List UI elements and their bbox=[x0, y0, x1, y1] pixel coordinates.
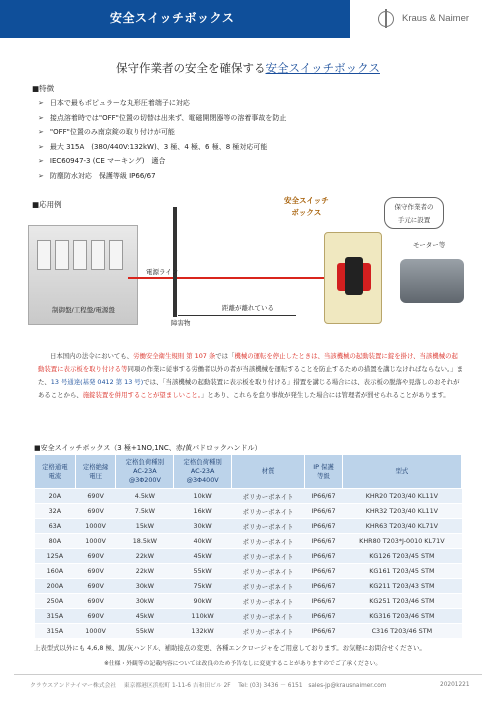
body-text-6: 13 号通達(基発 0412 第 13 号) bbox=[50, 378, 144, 386]
bubble-line1: 保守作業者の bbox=[394, 203, 434, 211]
table-cell: KHR63 T203/40 KL71V bbox=[342, 519, 461, 534]
table-cell: IP66/67 bbox=[305, 624, 343, 639]
body-text-1: 日本国内の法令においても、 bbox=[50, 352, 134, 360]
table-cell: 7.5kW bbox=[116, 504, 174, 519]
table-cell: ポリカーボネイト bbox=[232, 624, 305, 639]
table-header-cell: IP 保護 等級 bbox=[305, 455, 343, 489]
table-cell: 315A bbox=[35, 609, 76, 624]
table-cell: 55kW bbox=[174, 564, 232, 579]
title-highlight: 安全スイッチボックス bbox=[265, 61, 380, 75]
body-text-3: では「 bbox=[215, 352, 235, 360]
feature-item bbox=[38, 169, 286, 184]
obstacle-pole bbox=[173, 207, 177, 317]
table-cell: 125A bbox=[35, 549, 76, 564]
table-cell: KG211 T203/43 STM bbox=[342, 579, 461, 594]
table-row bbox=[35, 564, 462, 579]
table-cell: 16kW bbox=[174, 504, 232, 519]
table-cell: 30kW bbox=[116, 579, 174, 594]
body-text-8: 施錠装置を併用することが望ましいこと。 bbox=[82, 391, 201, 399]
table-cell: IP66/67 bbox=[305, 579, 343, 594]
table-cell: 690V bbox=[75, 549, 116, 564]
table-cell: 200A bbox=[35, 579, 76, 594]
table-cell: ポリカーボネイト bbox=[232, 549, 305, 564]
table-cell: KHR20 T203/40 KL11V bbox=[342, 489, 461, 504]
table-cell: ポリカーボネイト bbox=[232, 504, 305, 519]
table-cell: 18.5kW bbox=[116, 534, 174, 549]
arrow-bullet-icon: ➢ bbox=[38, 113, 44, 122]
table-cell: ポリカーボネイト bbox=[232, 519, 305, 534]
table-cell: ポリカーボネイト bbox=[232, 609, 305, 624]
table-cell: IP66/67 bbox=[305, 594, 343, 609]
motor-label: モーター等 bbox=[413, 241, 446, 249]
obstacle-label: 障害物 bbox=[171, 319, 191, 327]
table-row bbox=[35, 504, 462, 519]
table-cell: 1000V bbox=[75, 624, 116, 639]
table-cell: 1000V bbox=[75, 519, 116, 534]
switch-label-line1: 安全スイッチ bbox=[284, 196, 329, 205]
table-cell: ポリカーボネイト bbox=[232, 579, 305, 594]
footer-divider bbox=[14, 674, 482, 675]
distance-arrow bbox=[178, 315, 296, 316]
body-text-9: 」とあり、これらを怠り事故が発生した場合には管理者が罰せられることがあります。 bbox=[200, 391, 450, 399]
table-row bbox=[35, 624, 462, 639]
table-cell: 10kW bbox=[174, 489, 232, 504]
switch-box-label bbox=[284, 195, 329, 219]
note-disclaimer: ※仕様・外観等の記載内容については改良のため予告なしに変更することがありますのでご了承ください。 bbox=[104, 661, 382, 667]
table-cell: 15kW bbox=[116, 519, 174, 534]
table-cell: 690V bbox=[75, 564, 116, 579]
table-cell: 75kW bbox=[174, 579, 232, 594]
table-cell: 690V bbox=[75, 579, 116, 594]
application-heading: ■応用例 bbox=[32, 200, 62, 209]
table-cell: IP66/67 bbox=[305, 549, 343, 564]
arrow-bullet-icon: ➢ bbox=[38, 142, 44, 151]
feature-item bbox=[38, 154, 286, 169]
switch-label-line2: ボックス bbox=[291, 208, 322, 217]
table-cell: 30kW bbox=[116, 594, 174, 609]
note-options: 上表型式以外にも 4,6,8 極、黒/灰ハンドル、補助接点の変更、各種エンクロージャをご用意しております。お気軽にお問合せください。 bbox=[34, 644, 426, 652]
feature-text: 接点溶着時では"OFF"位置の切替は出来ず、電磁開閉器等の溶着事故を防止 bbox=[49, 113, 287, 122]
table-cell: 20A bbox=[35, 489, 76, 504]
body-text-5: 同項の作業に従事する労働者以外の者が当該機械を運転することを防止するための措置を講じなければならない。」また、 bbox=[38, 365, 463, 386]
table-cell: 30kW bbox=[174, 519, 232, 534]
table-header-row bbox=[35, 455, 462, 489]
table-cell: 32A bbox=[35, 504, 76, 519]
motor-image bbox=[400, 259, 464, 303]
table-cell: 250A bbox=[35, 594, 76, 609]
table-cell: IP66/67 bbox=[305, 534, 343, 549]
table-cell: KG126 T203/45 STM bbox=[342, 549, 461, 564]
table-cell: KG161 T203/45 STM bbox=[342, 564, 461, 579]
table-cell: 110kW bbox=[174, 609, 232, 624]
table-row bbox=[35, 519, 462, 534]
arrow-bullet-icon: ➢ bbox=[38, 157, 44, 165]
header-title: 安全スイッチボックス bbox=[110, 11, 235, 25]
body-paragraph bbox=[38, 350, 464, 402]
body-text-7: では、「当該機械の起動装置に表示板を取り付ける」措置を講じる場合には、表示板の脱落や見落しのおそれがあることから、 bbox=[38, 378, 460, 399]
table-cell: KHR32 T203/40 KL11V bbox=[342, 504, 461, 519]
table-cell: ポリカーボネイト bbox=[232, 489, 305, 504]
table-cell: 690V bbox=[75, 489, 116, 504]
feature-item bbox=[38, 111, 286, 126]
body-text-4: 機械の運転を停止したときは、当該機械の起動装置に錠を掛け、当該機械の起動装置に表示板を取り付ける等 bbox=[38, 352, 458, 373]
page-title bbox=[0, 60, 496, 76]
panel-label: 制御盤/工程盤/電源盤 bbox=[52, 306, 115, 314]
features-heading: ■特徴 bbox=[32, 84, 55, 93]
table-cell: IP66/67 bbox=[305, 564, 343, 579]
footer-date: 20201221 bbox=[440, 682, 470, 688]
table-header-cell: 材質 bbox=[232, 455, 305, 489]
safety-switch-image bbox=[324, 232, 382, 324]
table-cell: 4.5kW bbox=[116, 489, 174, 504]
table-caption: ■安全スイッチボックス（3 極+1NO,1NC、赤/黄パドロックハンドル） bbox=[34, 444, 262, 452]
table-cell: IP66/67 bbox=[305, 489, 343, 504]
brand-logo-icon bbox=[378, 11, 394, 27]
features-list bbox=[38, 96, 286, 183]
feature-text: "OFF"位置のみ南京錠の取り付けが可能 bbox=[49, 128, 175, 136]
table-row bbox=[35, 549, 462, 564]
table-cell: 22kW bbox=[116, 549, 174, 564]
table-cell: IP66/67 bbox=[305, 609, 343, 624]
table-cell: KHR80 T203*J-0010 KL71V bbox=[342, 534, 461, 549]
feature-text: 防塵防水対応 保護等級 IP66/67 bbox=[49, 171, 156, 180]
feature-item bbox=[38, 140, 286, 155]
table-row bbox=[35, 534, 462, 549]
table-row bbox=[35, 489, 462, 504]
feature-item bbox=[38, 96, 286, 111]
distance-label: 距離が離れている bbox=[222, 304, 274, 312]
table-cell: 63A bbox=[35, 519, 76, 534]
table-cell: 80A bbox=[35, 534, 76, 549]
table-cell: 22kW bbox=[116, 564, 174, 579]
table-header-cell: 定格通電 電流 bbox=[35, 455, 76, 489]
table-cell: 90kW bbox=[174, 594, 232, 609]
table-body bbox=[35, 489, 462, 639]
table-cell: IP66/67 bbox=[305, 519, 343, 534]
power-line-label: 電源ライン bbox=[146, 268, 179, 276]
arrow-bullet-icon: ➢ bbox=[38, 99, 44, 107]
table-cell: 55kW bbox=[116, 624, 174, 639]
table-cell: ポリカーボネイト bbox=[232, 594, 305, 609]
table-header-cell: 定格負荷種別 AC-23A @3Φ200V bbox=[116, 455, 174, 489]
table-cell: 132kW bbox=[174, 624, 232, 639]
table-cell: 160A bbox=[35, 564, 76, 579]
feature-text: 日本で最もポピュラーな丸形圧着端子に対応 bbox=[49, 99, 190, 107]
table-cell: 690V bbox=[75, 594, 116, 609]
table-header-cell: 型式 bbox=[342, 455, 461, 489]
table-row bbox=[35, 609, 462, 624]
brand-name: Kraus & Naimer bbox=[402, 13, 470, 24]
table-cell: 45kW bbox=[116, 609, 174, 624]
table-cell: ポリカーボネイト bbox=[232, 564, 305, 579]
spec-table bbox=[34, 454, 462, 639]
footer-contact: クラウスアンドナイマー株式会社 東京都港区浜松町 1-11-6 吉和田ビル 2F Tel: (03) 3436 － 6151 sales-jp@krausnaimer.com bbox=[30, 683, 387, 689]
feature-item bbox=[38, 125, 286, 140]
table-cell: KG316 T203/46 STM bbox=[342, 609, 461, 624]
arrow-bullet-icon: ➢ bbox=[38, 128, 44, 136]
table-cell: 690V bbox=[75, 504, 116, 519]
table-cell: 315A bbox=[35, 624, 76, 639]
table-cell: ポリカーボネイト bbox=[232, 534, 305, 549]
feature-text: 最大 315A (380/440V:132kW)、3 極、4 極、6 極、8 極対応可能 bbox=[49, 142, 268, 151]
table-row bbox=[35, 594, 462, 609]
table-cell: 1000V bbox=[75, 534, 116, 549]
arrow-bullet-icon: ➢ bbox=[38, 171, 44, 180]
header bbox=[0, 0, 496, 38]
table-cell: 40kW bbox=[174, 534, 232, 549]
table-cell: 690V bbox=[75, 609, 116, 624]
table-cell: KG251 T203/46 STM bbox=[342, 594, 461, 609]
body-text-2: 労働安全衛生規則 第 107 条 bbox=[133, 352, 216, 360]
callout-bubble bbox=[384, 197, 444, 229]
table-cell: 45kW bbox=[174, 549, 232, 564]
table-header-cell: 定格負荷種別 AC-23A @3Φ400V bbox=[174, 455, 232, 489]
title-prefix: 保守作業者の安全を確保する bbox=[116, 61, 266, 75]
feature-text: IEC60947-3 (CE マーキング) 適合 bbox=[49, 157, 166, 165]
table-row bbox=[35, 579, 462, 594]
table-cell: IP66/67 bbox=[305, 504, 343, 519]
table-cell: C316 T203/46 STM bbox=[342, 624, 461, 639]
bubble-line2: 手元に設置 bbox=[397, 216, 431, 224]
table-header-cell: 定格絶縁 電圧 bbox=[75, 455, 116, 489]
